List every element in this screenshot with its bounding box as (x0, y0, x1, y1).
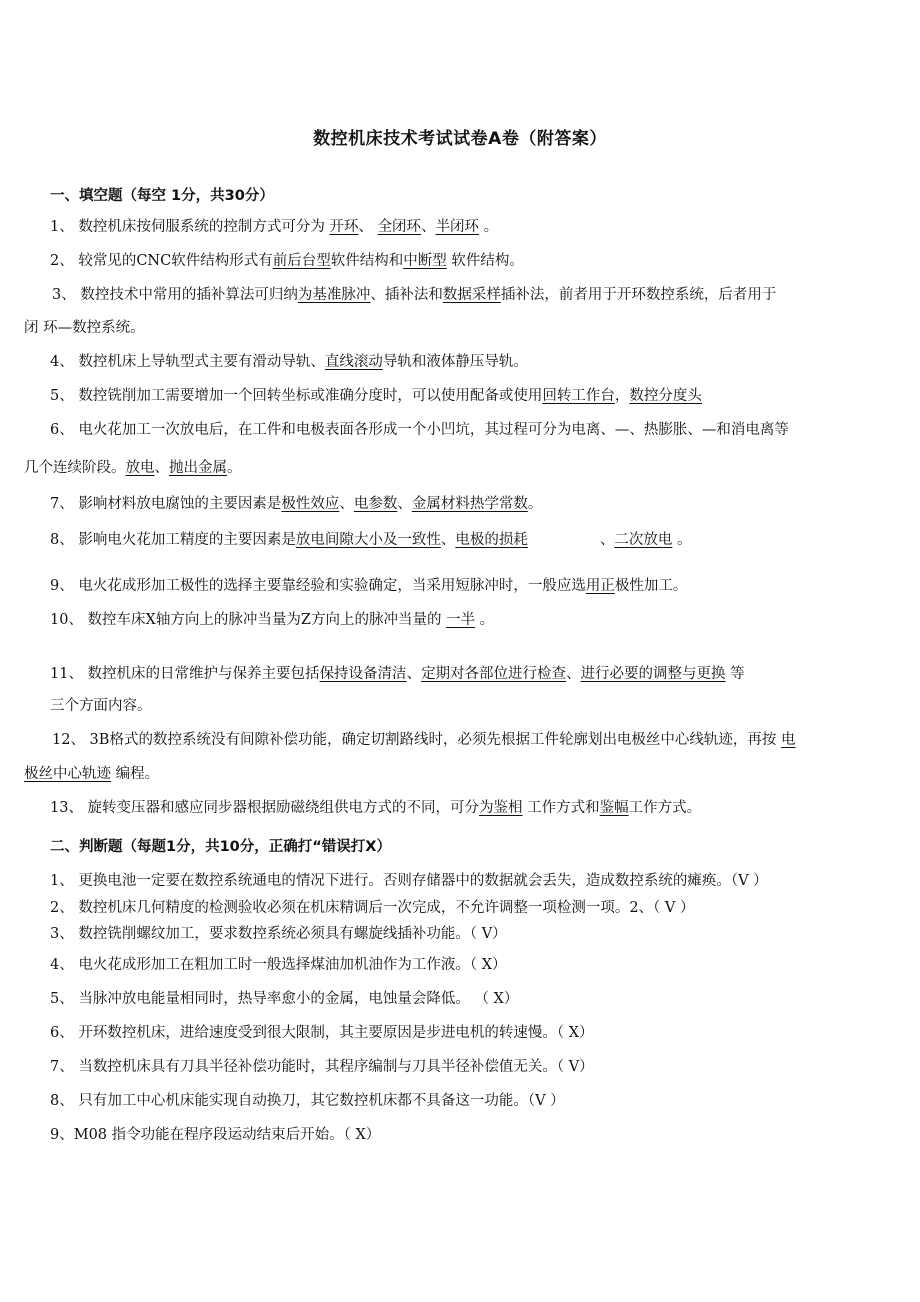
answer: 用正 (585, 578, 615, 594)
answer: 为基准脉冲 (297, 287, 371, 303)
answer: 电极的损耗 (455, 532, 528, 548)
section2-heading: 二、判断题（每题1分，共10分，正确打“错误打X） (50, 839, 391, 855)
judge-item-3: 3、 数控铣削螺纹加工，要求数控系统必须具有螺旋线插补功能。（ V） (50, 926, 507, 942)
answer: 放电 (125, 460, 155, 476)
question-4: 4、 数控机床上导轨型式主要有滑动导轨、直线滚动导轨和液体静压导轨。 (50, 354, 528, 370)
answer: 数控分度头 (629, 388, 702, 404)
question-6-cont: 几个连续阶段。放电、抛出金属。 (24, 460, 242, 476)
answer: 鉴幅 (599, 800, 629, 816)
question-1: 1、 数控机床按伺服系统的控制方式可分为 开环、 全闭环、半闭环 。 (50, 219, 499, 235)
answer: 二次放电 (614, 532, 673, 548)
answer: 数据采样 (442, 287, 501, 303)
judge-item-1: 1、 更换电池一定要在数控系统通电的情况下进行。否则存储器中的数据就会丢失，造成数控系统的瘫痪。（V ） (50, 873, 768, 889)
answer: 前后台型 (272, 253, 331, 269)
section1-heading: 一、填空题（每空 1分，共30分） (50, 188, 274, 204)
answer: 开环 (329, 219, 359, 235)
answer: 半闭环 (435, 219, 480, 235)
question-11: 11、 数控机床的日常维护与保养主要包括保持设备清洁、定期对各部位进行检查、进行必要的调整与更换 等 (50, 666, 745, 682)
answer: 抛出金属 (169, 460, 227, 476)
question-13: 13、 旋转变压器和感应同步器根据励磁绕组供电方式的不同，可分为鉴相 工作方式和鉴幅工作方式。 (50, 800, 702, 816)
judge-item-4: 4、 电火花成形加工在粗加工时一般选择煤油加机油作为工作液。（ X） (50, 957, 507, 973)
answer: 保持设备清洁 (319, 666, 407, 682)
answer: 电参数 (353, 496, 398, 512)
answer: 放电间隙大小及一致性 (295, 532, 441, 548)
answer: 直线滚动 (324, 354, 383, 370)
question-3-cont: 闭 环—数控系统。 (24, 320, 145, 336)
answer: 电 (781, 732, 796, 748)
answer: 中断型 (403, 253, 447, 269)
question-2: 2、 较常见的CNC软件结构形式有前后台型软件结构和中断型 软件结构。 (50, 253, 524, 269)
question-9: 9、 电火花成形加工极性的选择主要靠经验和实验确定，当采用短脉冲时，一般应选用正极性加工。 (50, 578, 688, 594)
question-6: 6、 电火花加工一次放电后，在工件和电极表面各形成一个小凹坑，其过程可分为电离、—、热膨胀、—和消电离等 (50, 422, 789, 438)
answer: 定期对各部位进行检查 (421, 666, 567, 682)
judge-item-9: 9、M08 指令功能在程序段运动结束后开始。（ X） (50, 1127, 381, 1143)
answer: 极性效应 (281, 496, 340, 512)
question-5: 5、 数控铣削加工需要增加一个回转坐标或准确分度时，可以使用配备或使用回转工作台，数控分度头 (50, 388, 702, 404)
question-12: 12、 3B格式的数控系统没有间隙补偿功能，确定切割路线时，必须先根据工件轮廓划出电极丝中心线轨迹，再按 电 (52, 732, 796, 748)
question-10: 10、 数控车床X轴方向上的脉冲当量为Z方向上的脉冲当量的 一半 。 (50, 612, 495, 628)
answer: 金属材料热学常数 (411, 496, 528, 512)
judge-item-8: 8、 只有加工中心机床能实现自动换刀，其它数控机床都不具备这一功能。（V ） (50, 1093, 565, 1109)
question-11-cont: 三个方面内容。 (50, 698, 152, 714)
answer: 为鉴相 (479, 800, 523, 816)
question-8: 8、 影响电火花加工精度的主要因素是放电间隙大小及一致性、电极的损耗 、二次放电 。 (50, 532, 692, 548)
answer: 进行必要的调整与更换 (580, 666, 726, 682)
judge-item-5: 5、 当脉冲放电能量相同时，热导率愈小的金属，电蚀量会降低。 （ X） (50, 991, 519, 1007)
question-7: 7、 影响材料放电腐蚀的主要因素是极性效应、电参数、金属材料热学常数。 (50, 496, 543, 512)
question-3: 3、 数控技术中常用的插补算法可归纳为基准脉冲、插补法和数据采样插补法，前者用于开环数控系统，后者用于 (52, 287, 777, 303)
answer: 一半 (446, 612, 476, 628)
judge-item-2: 2、 数控机床几何精度的检测验收必须在机床精调后一次完成，不允许调整一项检测一项。2、（ V ） (50, 900, 695, 916)
judge-item-7: 7、 当数控机床具有刀具半径补偿功能时，其程序编制与刀具半径补偿值无关。（ V） (50, 1059, 594, 1075)
answer: 全闭环 (377, 219, 422, 235)
answer: 回转工作台 (542, 388, 615, 404)
judge-item-6: 6、 开环数控机床，进给速度受到很大限制，其主要原因是步进电机的转速慢。（ X） (50, 1025, 594, 1041)
page-title: 数控机床技术考试试卷A卷（附答案） (313, 129, 607, 149)
question-12-cont: 极丝中心轨迹 编程。 (24, 766, 160, 782)
answer: 极丝中心轨迹 (24, 766, 111, 782)
